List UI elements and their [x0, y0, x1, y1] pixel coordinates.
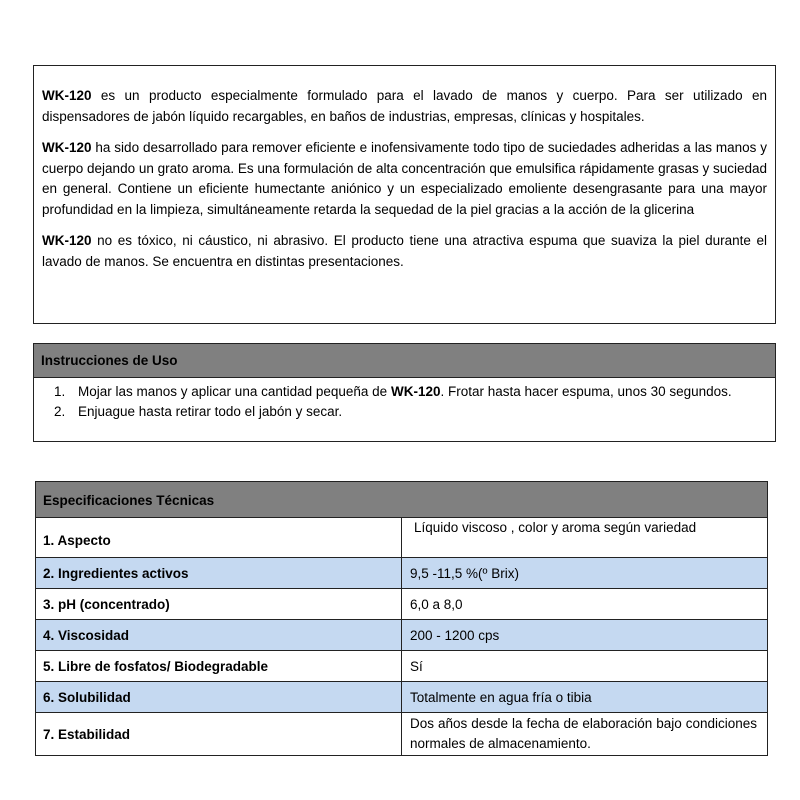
table-row [36, 713, 768, 756]
table-row [36, 518, 768, 558]
table-row [36, 620, 768, 651]
spec-value: Sí [402, 651, 768, 682]
table-row [36, 651, 768, 682]
paragraph-text: es un producto especialmente formulado para el lavado de manos y cuerpo. Para ser utilizado en dispensadores de jabón líquido recargables, en baños de industrias, empresas, clínicas y hospitales. [42, 88, 767, 124]
spec-value: 6,0 a 8,0 [402, 589, 768, 620]
spec-label: 2. Ingredientes activos [36, 558, 402, 589]
specifications-title: Especificaciones Técnicas [36, 482, 768, 518]
spec-label: 1. Aspecto [36, 518, 402, 558]
spec-label: 6. Solubilidad [36, 682, 402, 713]
brand-name: WK-120 [42, 233, 92, 248]
instructions-box [33, 343, 776, 442]
spec-value: 200 - 1200 cps [402, 620, 768, 651]
product-description-box [33, 65, 776, 324]
spec-value: Dos años desde la fecha de elaboración bajo condiciones normales de almacenamiento. [402, 713, 768, 756]
specifications-table [35, 481, 768, 756]
brand-name: WK-120 [42, 88, 92, 103]
instructions-title: Instrucciones de Uso [34, 344, 775, 378]
spec-label: 4. Viscosidad [36, 620, 402, 651]
instructions-list [34, 378, 775, 422]
spec-label: 7. Estabilidad [36, 713, 402, 756]
spec-value: 9,5 -11,5 %(º Brix) [402, 558, 768, 589]
instruction-text-end: . Frotar hasta hacer espuma, unos 30 segundos. [440, 384, 732, 399]
table-row [36, 558, 768, 589]
description-paragraph-1 [42, 86, 767, 127]
table-row [36, 589, 768, 620]
instruction-text: Mojar las manos y aplicar una cantidad pequeña de [78, 384, 391, 399]
table-row [36, 682, 768, 713]
instruction-number: 1. [54, 384, 66, 399]
specifications-header-row [36, 482, 768, 518]
spec-value: Líquido viscoso , color y aroma según variedad [402, 518, 768, 558]
description-paragraph-3 [42, 231, 767, 272]
instruction-text: Enjuague hasta retirar todo el jabón y secar. [78, 404, 343, 419]
description-paragraph-2 [42, 138, 767, 220]
instruction-item-1 [34, 382, 759, 402]
instruction-number: 2. [54, 404, 66, 419]
paragraph-text: no es tóxico, ni cáustico, ni abrasivo. El producto tiene una atractiva espuma que suaviza la piel durante el lavado de manos. Se encuentra en distintas presentaciones. [42, 233, 767, 269]
spec-value: Totalmente en agua fría o tibia [402, 682, 768, 713]
paragraph-text: ha sido desarrollado para remover eficiente e inofensivamente todo tipo de suciedades adheridas a las manos y cuerpo dejando un grato aroma. Es una formulación de alta concentración que emulsifica rápidamente grasas y suciedad en general. Contiene un eficiente humectante aniónico y un especializado emoliente desengrasante para una mayor profundidad en la limpieza, simultáneamente retarda la sequedad de la piel gracias a la acción de la glicerina [42, 140, 767, 217]
brand-name: WK-120 [42, 140, 92, 155]
spec-label: 5. Libre de fosfatos/ Biodegradable [36, 651, 402, 682]
spec-label: 3. pH (concentrado) [36, 589, 402, 620]
brand-name: WK-120 [390, 384, 441, 399]
instruction-item-2 [34, 402, 759, 422]
